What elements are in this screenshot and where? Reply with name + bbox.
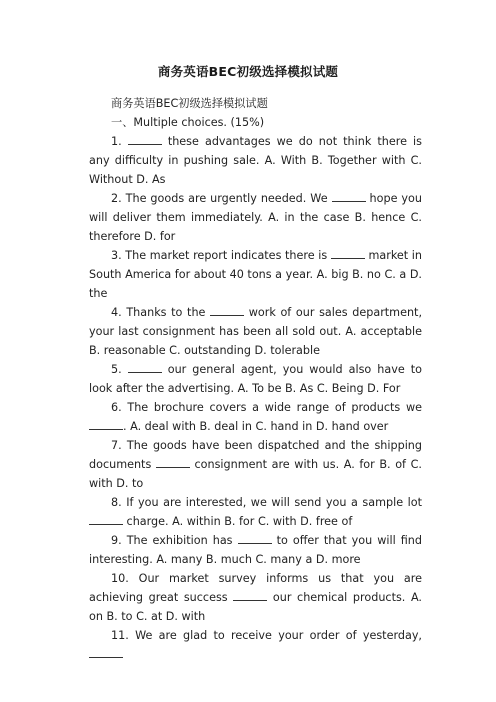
question-text-before-blank: 9. The exhibition has xyxy=(111,534,238,547)
question-text-before-blank: 6. The brochure covers a wide range of products we xyxy=(111,401,422,414)
question-text-after-blank: our chemical products. A. on B. to C. at D. with xyxy=(89,591,422,623)
answer-blank xyxy=(210,306,244,316)
question-text-before-blank: 10. Our market survey informs us that you are achieving great success xyxy=(89,572,422,604)
answer-blank xyxy=(128,135,162,145)
answer-blank xyxy=(89,648,123,658)
answer-blank xyxy=(156,458,190,468)
question-4 xyxy=(89,303,422,360)
question-text-after-blank: charge. A. within B. for C. with D. free of xyxy=(123,515,353,528)
section-heading: 一、Multiple choices. (15%) xyxy=(111,116,265,129)
question-text-after-blank: . A. deal with B. deal in C. hand in D. hand over xyxy=(123,420,389,433)
answer-blank xyxy=(128,363,162,373)
document-title: 商务英语BEC初级选择模拟试题 xyxy=(157,64,339,79)
question-text-after-blank: market in South America for about 40 tons a year. A. big B. no C. a D. the xyxy=(89,249,422,300)
question-text-after-blank: to offer that you will find interesting. A. many B. much C. many a D. more xyxy=(89,534,422,566)
question-text-after-blank: these advantages we do not think there is any difficulty in pushing sale. A. With B. Together with C. Without D. As xyxy=(89,135,422,186)
question-2 xyxy=(89,189,422,246)
answer-blank xyxy=(89,515,123,525)
answer-blank xyxy=(233,591,267,601)
question-8 xyxy=(89,493,422,531)
question-text-after-blank: hope you will deliver them immediately. A. in the case B. hence C. therefore D. for xyxy=(89,192,422,243)
question-text-before-blank: 1. xyxy=(111,135,128,148)
question-text-after-blank: consignment are with us. A. for B. of C. with D. to xyxy=(89,458,422,490)
question-text-before-blank: 3. The market report indicates there is xyxy=(111,249,331,262)
question-3 xyxy=(89,246,422,303)
document-subtitle: 商务英语BEC初级选择模拟试题 xyxy=(111,97,268,110)
question-text-after-blank: our general agent, you would also have to look after the advertising. A. To be B. As C. Being D. For xyxy=(89,363,422,395)
question-text-before-blank: 11. We are glad to receive your order of yesterday, xyxy=(111,629,422,642)
document-body xyxy=(89,94,422,664)
answer-blank xyxy=(332,192,366,202)
question-text-before-blank: 5. xyxy=(111,363,128,376)
question-text-before-blank: 2. The goods are urgently needed. We xyxy=(111,192,332,205)
answer-blank xyxy=(89,420,123,430)
question-1 xyxy=(89,132,422,189)
question-text-before-blank: 8. If you are interested, we will send you a sample lot xyxy=(111,496,422,509)
question-5 xyxy=(89,360,422,398)
question-7 xyxy=(89,436,422,493)
question-11 xyxy=(89,626,422,664)
answer-blank xyxy=(238,534,272,544)
question-6 xyxy=(89,398,422,436)
question-text-before-blank: 4. Thanks to the xyxy=(111,306,211,319)
question-9 xyxy=(89,531,422,569)
answer-blank xyxy=(331,249,365,259)
question-text-after-blank: work of our sales department, your last consignment has been all sold out. A. acceptable B. reasonable C. outstanding D. tolerable xyxy=(89,306,422,357)
question-text-before-blank: 7. The goods have been dispatched and the shipping documents xyxy=(89,439,422,471)
question-10 xyxy=(89,569,422,626)
